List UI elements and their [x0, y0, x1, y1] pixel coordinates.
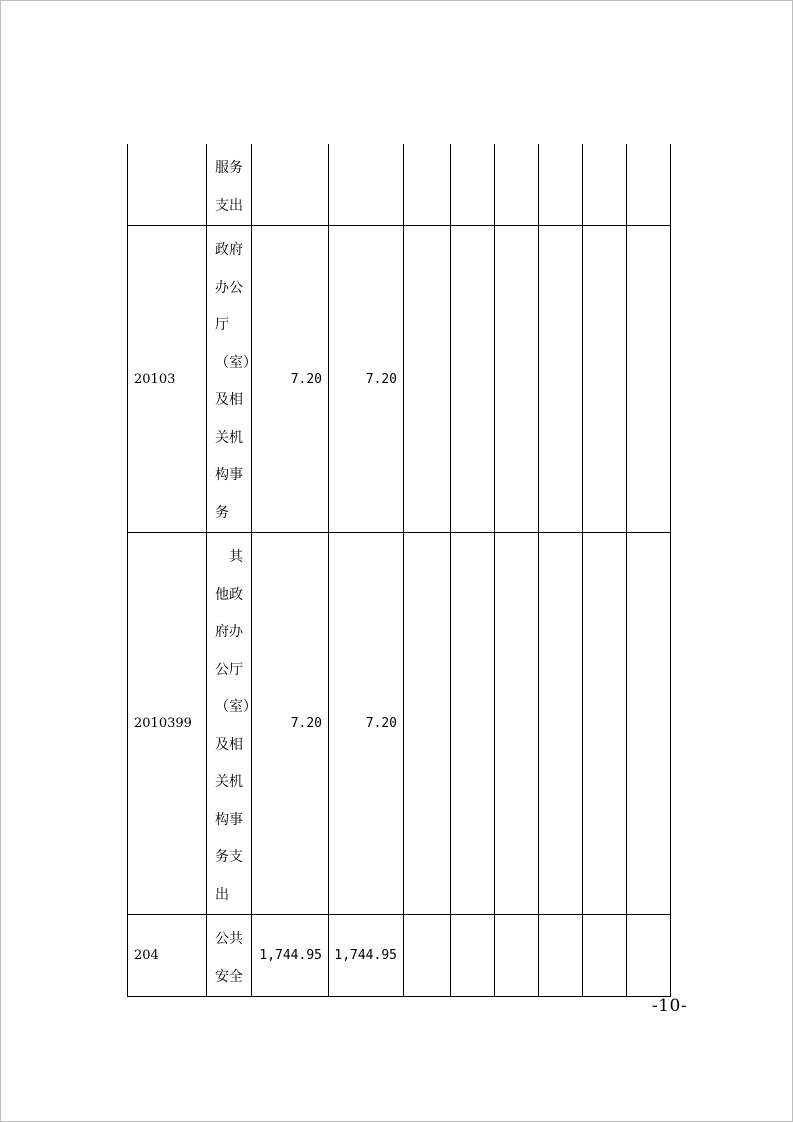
empty-cell [495, 226, 539, 533]
amount-basic-cell: 7.20 [329, 533, 404, 915]
empty-cell [539, 915, 583, 997]
function-code-cell: 204 [128, 915, 207, 997]
function-name-cell [207, 533, 257, 915]
table-row [128, 915, 671, 997]
empty-cell [627, 915, 671, 997]
table-row [128, 144, 671, 226]
empty-cell [495, 144, 539, 226]
amount-total-cell: 7.20 [252, 533, 329, 915]
page-number: -10- [652, 996, 688, 1016]
function-name: 政府办公厅（室）及相关机构事务 [215, 242, 257, 521]
amount-basic-cell: 7.20 [329, 226, 404, 533]
empty-cell [495, 915, 539, 997]
empty-cell [583, 226, 627, 533]
amount-total-cell: 7.20 [252, 226, 329, 533]
empty-cell [539, 226, 583, 533]
function-code-cell: 2010399 [128, 533, 207, 915]
empty-cell [627, 226, 671, 533]
empty-cell [539, 533, 583, 915]
function-name-cell [207, 144, 252, 226]
table-row [128, 533, 671, 915]
function-name-cell [207, 915, 252, 997]
amount-basic-cell [329, 144, 404, 226]
empty-cell [451, 533, 495, 915]
function-code-cell: 20103 [128, 226, 207, 533]
amount-basic-cell: 1,744.95 [329, 915, 404, 997]
empty-cell [451, 144, 495, 226]
function-name: 其他政府办公厅（室）及相关机构事务支出 [215, 549, 257, 903]
empty-cell [627, 144, 671, 226]
function-code-cell [128, 144, 207, 226]
empty-cell [583, 533, 627, 915]
amount-total-cell: 1,744.95 [252, 915, 329, 997]
empty-cell [404, 144, 451, 226]
empty-cell [404, 226, 451, 533]
budget-table [127, 144, 671, 997]
function-name: 公共安全 [215, 931, 243, 985]
function-name-cell [207, 226, 257, 533]
empty-cell [451, 915, 495, 997]
empty-cell [404, 533, 451, 915]
empty-cell [404, 915, 451, 997]
empty-cell [539, 144, 583, 226]
table-row [128, 226, 671, 533]
empty-cell [627, 533, 671, 915]
function-name: 服务支出 [215, 160, 243, 214]
empty-cell [451, 226, 495, 533]
empty-cell [583, 144, 627, 226]
empty-cell [583, 915, 627, 997]
empty-cell [495, 533, 539, 915]
amount-total-cell [252, 144, 329, 226]
